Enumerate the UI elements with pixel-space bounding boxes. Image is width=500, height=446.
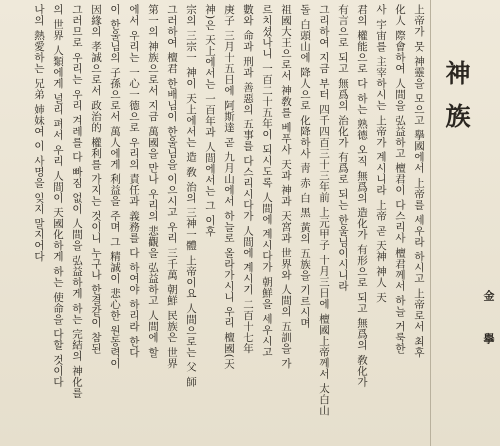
article-title: 神族 bbox=[442, 60, 471, 146]
text-column: 庚子 三月十五日에 阿斯達 곧 九月山에서 하늘로 올라가시니 우리 檀國(天 bbox=[223, 4, 235, 370]
text-column: 그러하여 檀君 한배님이 한울님을 이으시고 우리 三千萬 朝鮮 民族은 世界 bbox=[166, 4, 178, 369]
text-column: 나의 熱愛하는 兄弟 姉妹여 이 사명을 잊지 말지어다 bbox=[33, 4, 45, 262]
text-column: 第一의 神族으로서 지금 萬國을 만나 우리의 悲觀을 弘益하고 人間에 할 bbox=[147, 4, 159, 358]
text-column: 因緣의 孝誠으로서 政治的 權利를 가지는 것이니 누구나 한결같이 참된 bbox=[90, 4, 102, 354]
text-column: 君의 權能으로 다 하는 熟德 오직 無爲의 造化가 有形으로 되고 無爲의 敎化가 bbox=[356, 4, 368, 388]
text-column: 르치셨나니 一百二十五年이 되시도록 人間에 계시다가 朝鮮을 세우시고 bbox=[261, 4, 273, 358]
text-column: 그리하여 지금 부터 四千四百三十三年前 上元甲子 十月三日에 檀國上帝께서 太白山 bbox=[318, 4, 330, 416]
title-divider bbox=[430, 0, 431, 446]
text-column: 宗의 三宗一 神이 天上에서는 造 敎 治의 三神一體 上帝이요 人間으로는 父 師 bbox=[185, 4, 197, 388]
text-column: 에서 우리는 一心一德으로 우리의 責任과 義務를 다 하여야 하리라 한다 bbox=[128, 4, 140, 358]
text-column: 祖國大王으로서 神敎를 베푸사 天과 神과 天宮과 世界와 人間의 五訓을 가 bbox=[280, 4, 292, 369]
text-column: 上帝가 뭇 神靈을 모으고 擧國에서 上帝를 세우라 하시고 上帝로서 최후 bbox=[413, 4, 425, 358]
text-column: 有言으로 되고 無爲의 治化가 有爲로 되는 한울님이시니라 bbox=[337, 4, 349, 292]
text-column: 의 世界 人類에게 널리 펴서 우리 人間이 天國化하게 하는 使命을 다할 것이다 bbox=[52, 4, 64, 388]
article-author: 金 擧 bbox=[482, 290, 495, 358]
text-column: 神)은 天上에서는 一百年과 人間에서는 그 이후 bbox=[204, 4, 216, 237]
text-column: 돌 白頭山에 降人으로 化降하사 靑 赤 白 黑 黃의 五族을 기르시며 bbox=[299, 4, 311, 329]
text-column: 그러므로 우리는 우리 겨레를 다 빠짐 없이 人間을 弘益하게 하는 完結의 神化를 bbox=[71, 4, 83, 399]
text-column: 이 한울님의 子孫으로서 萬人에게 利益을 주며 그 精誠이 悲心한 원동력이 bbox=[109, 4, 121, 369]
text-column: 사 宇宙를 主宰하시는 上帝가 계시니라 上帝 곧 天神 神人 天 bbox=[375, 4, 387, 303]
text-column: 化人 際會하여 人間을 弘益하고 檀君이 다스리사 檀君께서 하늘 거룩한 bbox=[394, 4, 406, 354]
text-column: 數와 命과 刑과 善惡의 五事를 다스리시다가 人間에 계시기 二百十七年 bbox=[242, 4, 254, 354]
